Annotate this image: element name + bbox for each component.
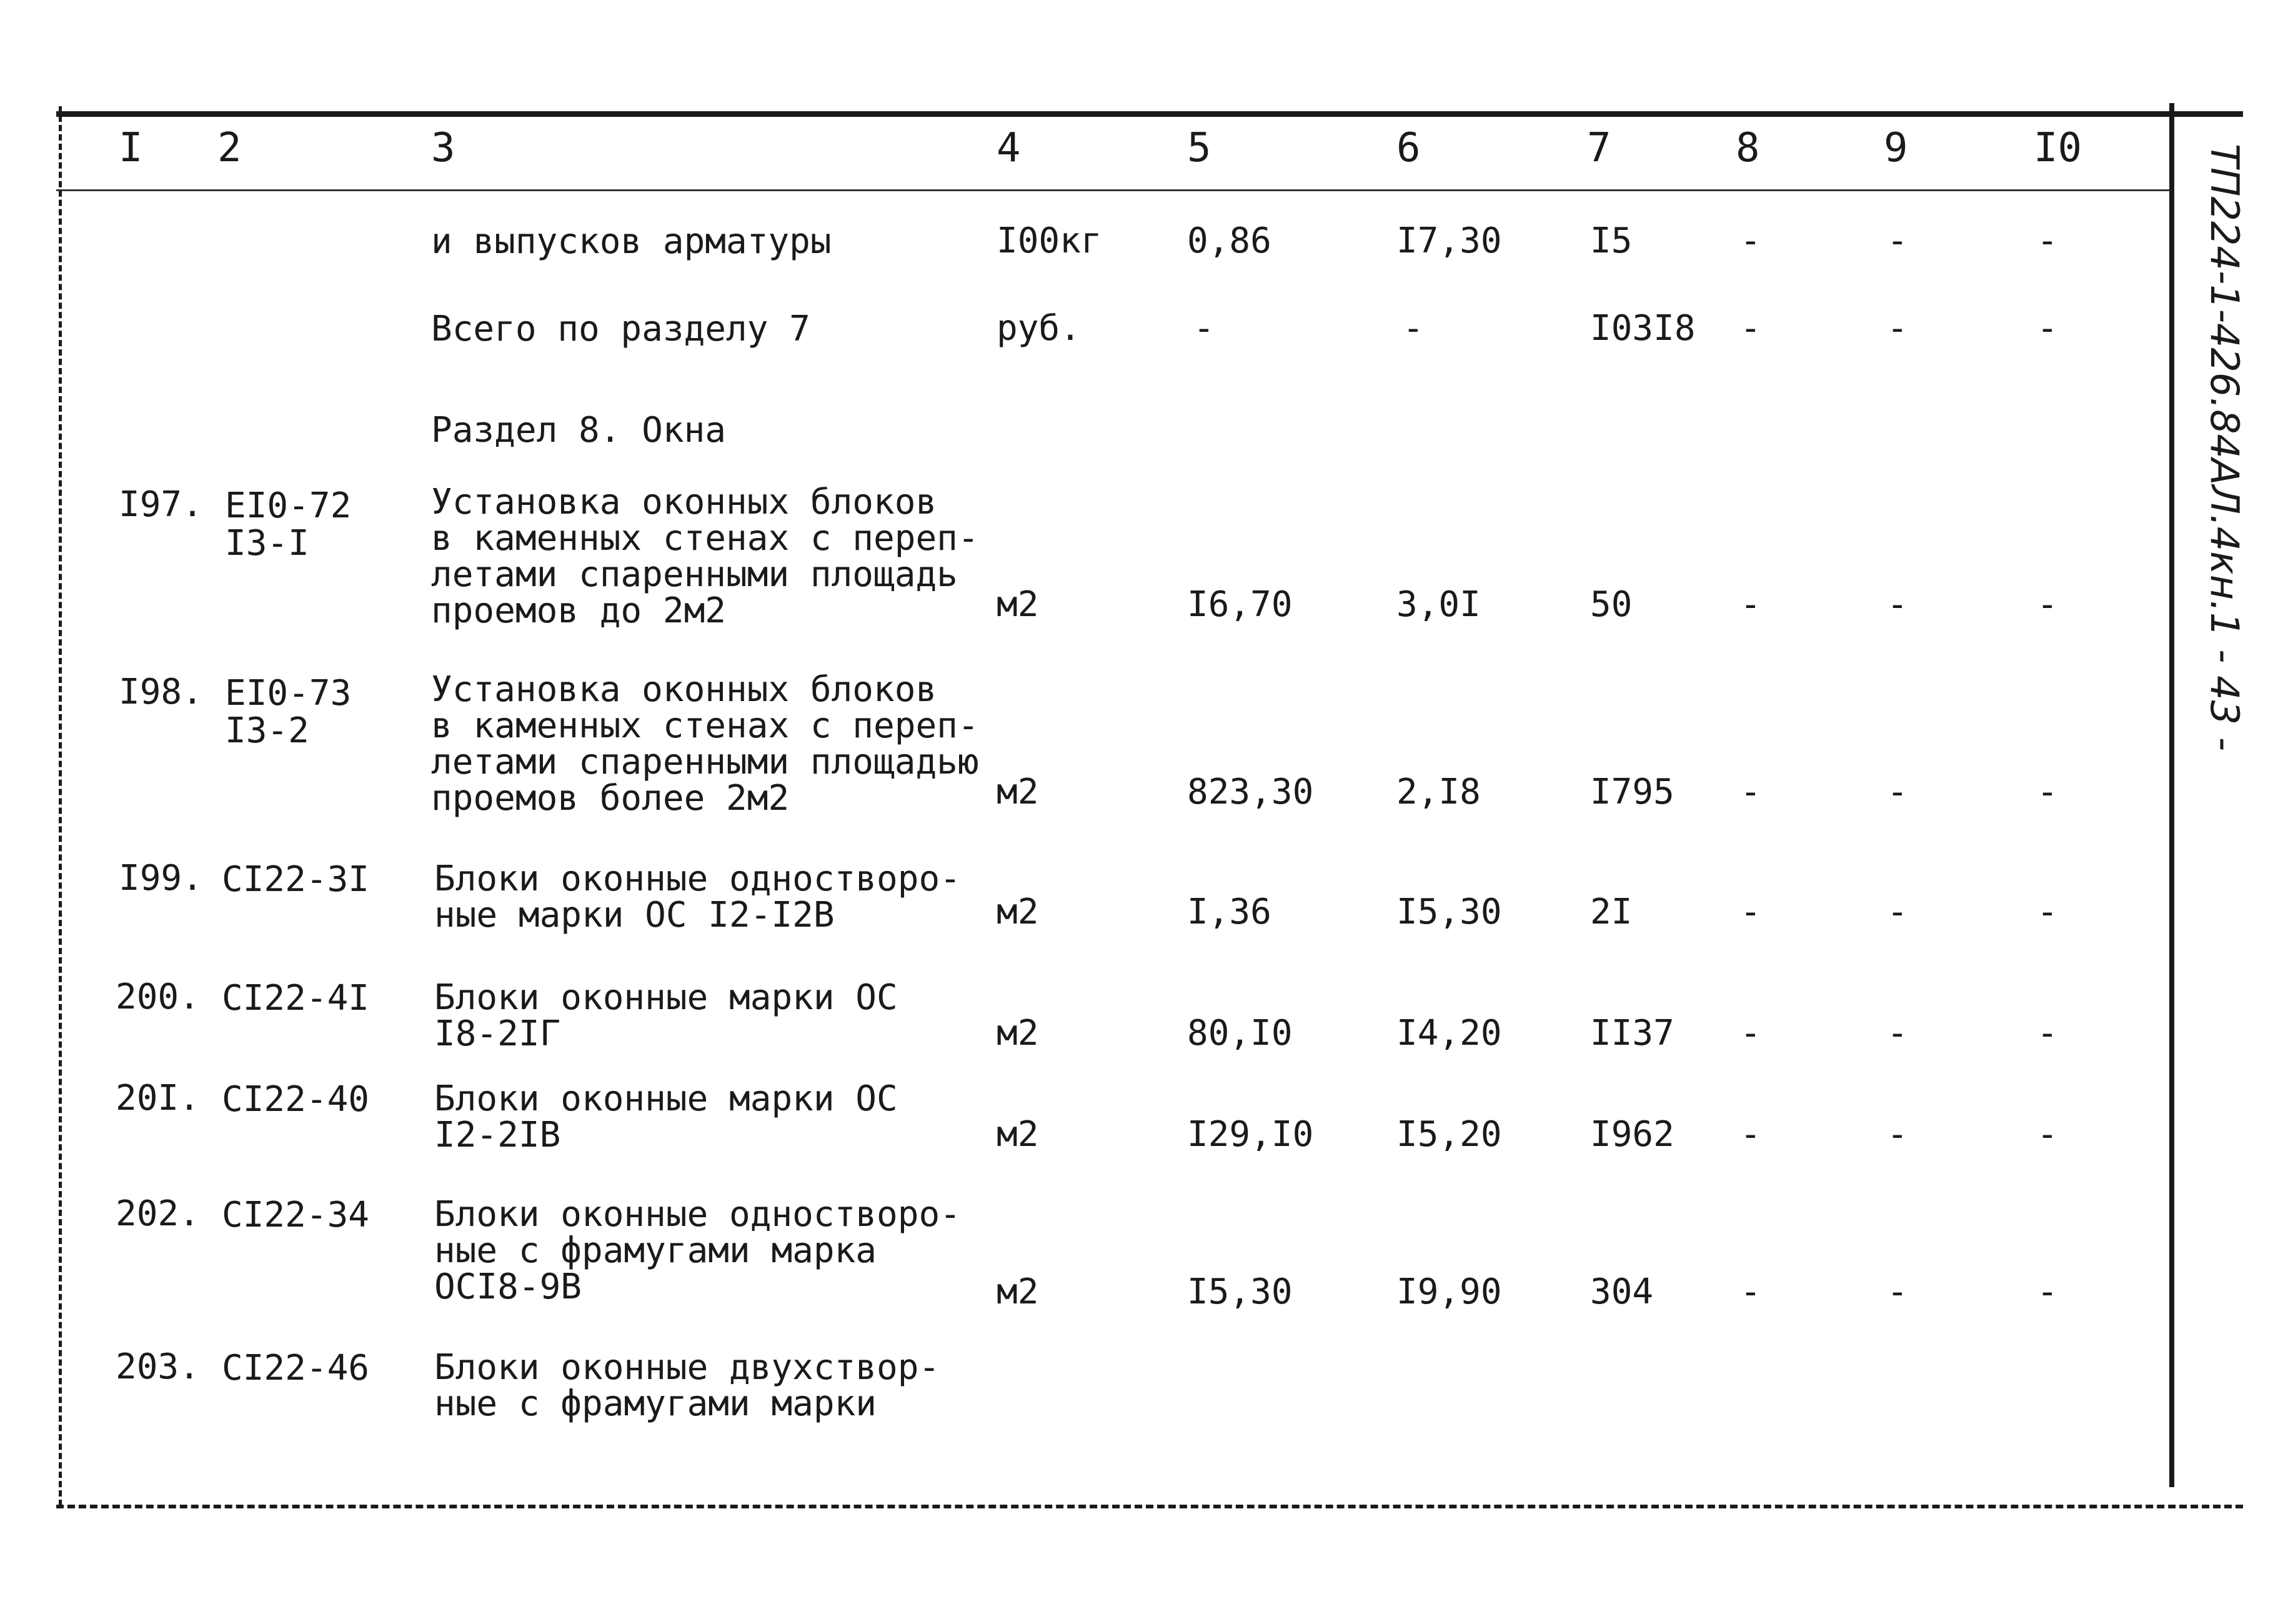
document-code-stamp: ТП224-1-426.84АЛ.4кн.1 - 43 -	[2202, 144, 2247, 752]
row-unit-price: I4,20	[1396, 1013, 1502, 1054]
row-description-line: Установка оконных блоков	[431, 482, 937, 522]
row-col9: -	[1887, 892, 1908, 932]
row-col8: -	[1740, 1013, 1761, 1054]
column-header-6: 6	[1396, 125, 1421, 171]
column-header-8: 8	[1736, 125, 1760, 171]
row-code-line: СI22-4I	[222, 978, 370, 1019]
row-description-line: ОСI8-9В	[434, 1267, 582, 1307]
row-description-line: проемов более 2м2	[431, 778, 790, 819]
row-col8: -	[1740, 1114, 1761, 1155]
row-col10: -	[2037, 221, 2058, 261]
row-quantity: 823,30	[1187, 772, 1314, 812]
row-total: II37	[1590, 1013, 1674, 1054]
frame-left-line	[59, 106, 62, 1506]
column-header-3: 3	[431, 125, 455, 171]
row-col10: -	[2037, 772, 2058, 812]
row-code-line: СI22-40	[222, 1079, 370, 1120]
row-total: 2I	[1590, 892, 1633, 932]
row-description-line: ные марки ОС I2-I2В	[434, 895, 835, 935]
row-total: 50	[1590, 584, 1633, 625]
row-col10: -	[2037, 1013, 2058, 1054]
row-quantity: I29,I0	[1187, 1114, 1314, 1155]
row-col10: -	[2037, 1114, 2058, 1155]
frame-right-line	[2169, 103, 2174, 1487]
row-quantity: I5,30	[1187, 1272, 1293, 1312]
row-col8: -	[1740, 1272, 1761, 1312]
row-total: I795	[1590, 772, 1674, 812]
row-unit: м2	[997, 584, 1039, 625]
row-description: Всего по разделу 7	[431, 309, 810, 349]
column-header-1: I	[119, 125, 143, 171]
row-number: I99.	[119, 858, 203, 899]
row-col8: -	[1740, 308, 1761, 349]
row-col8: -	[1740, 892, 1761, 932]
frame-top-line	[56, 111, 2243, 117]
row-description-line: Установка оконных блоков	[431, 669, 937, 710]
row-unit-price: I5,20	[1396, 1114, 1502, 1155]
row-description-line: Блоки оконные одностворо-	[434, 859, 961, 899]
row-description-line: в каменных стенах с переп-	[431, 518, 979, 559]
row-description-line: Блоки оконные двухствор-	[434, 1347, 940, 1388]
column-header-9: 9	[1884, 125, 1908, 171]
row-number: I97.	[119, 484, 203, 525]
row-description-line: Блоки оконные марки ОС	[434, 1079, 898, 1119]
row-code-line: I3-I	[225, 523, 309, 564]
row-description-line: летами спаренными площадь	[431, 554, 958, 595]
row-quantity: I6,70	[1187, 584, 1293, 625]
column-header-10: I0	[2034, 125, 2082, 171]
row-unit-price: I7,30	[1396, 221, 1502, 261]
row-number: I98.	[119, 672, 203, 712]
row-code-line: СI22-46	[222, 1348, 370, 1388]
column-header-7: 7	[1587, 125, 1611, 171]
row-unit: руб.	[997, 308, 1081, 349]
column-header-5: 5	[1187, 125, 1211, 171]
row-description-line: ные с фрамугами марка	[434, 1230, 877, 1271]
row-unit: м2	[997, 1272, 1039, 1312]
row-unit: м2	[997, 1013, 1039, 1054]
header-separator-line	[56, 189, 2174, 191]
row-col8: -	[1740, 584, 1761, 625]
row-col9: -	[1887, 1114, 1908, 1155]
row-code-line: СI22-3I	[222, 859, 370, 900]
row-description-line: I8-2IГ	[434, 1014, 561, 1054]
row-unit-price: 3,0I	[1396, 584, 1481, 625]
row-description-line: в каменных стенах с переп-	[431, 705, 979, 746]
frame-bottom-line	[56, 1505, 2243, 1508]
row-total: 304	[1590, 1272, 1654, 1312]
row-description-line: Блоки оконные одностворо-	[434, 1194, 961, 1235]
row-description-line: проемов до 2м2	[431, 590, 727, 631]
row-col10: -	[2037, 892, 2058, 932]
row-quantity: 80,I0	[1187, 1013, 1293, 1054]
section-heading: Раздел 8. Окна	[431, 410, 727, 451]
row-col10: -	[2037, 1272, 2058, 1312]
row-total: I5	[1590, 221, 1633, 261]
row-quantity: 0,86	[1187, 221, 1271, 261]
row-description-line: ные с фрамугами марки	[434, 1383, 877, 1424]
row-col9: -	[1887, 221, 1908, 261]
row-unit-price: -	[1403, 308, 1424, 349]
row-unit: м2	[997, 772, 1039, 812]
row-unit: м2	[997, 892, 1039, 932]
row-col10: -	[2037, 308, 2058, 349]
row-code-line: ЕI0-72	[225, 486, 352, 526]
row-description-line: летами спаренными площадью	[431, 742, 979, 782]
column-header-2: 2	[217, 125, 242, 171]
row-col9: -	[1887, 1272, 1908, 1312]
row-col9: -	[1887, 1013, 1908, 1054]
row-col8: -	[1740, 772, 1761, 812]
row-col10: -	[2037, 584, 2058, 625]
row-code-line: ЕI0-73	[225, 673, 352, 714]
row-code-line: I3-2	[225, 710, 309, 751]
row-total: I03I8	[1590, 308, 1696, 349]
row-quantity: I,36	[1187, 892, 1271, 932]
row-unit-price: I5,30	[1396, 892, 1502, 932]
row-description-line: I2-2IВ	[434, 1115, 561, 1155]
row-unit-price: 2,I8	[1396, 772, 1481, 812]
row-description-line: Блоки оконные марки ОС	[434, 977, 898, 1018]
column-header-4: 4	[997, 125, 1021, 171]
row-code-line: СI22-34	[222, 1195, 370, 1235]
row-quantity: -	[1193, 308, 1215, 349]
row-col9: -	[1887, 308, 1908, 349]
row-number: 203.	[116, 1347, 200, 1387]
row-unit: м2	[997, 1114, 1039, 1155]
row-unit: I00кг	[997, 221, 1102, 261]
row-number: 202.	[116, 1193, 200, 1234]
row-description: и выпусков арматуры	[431, 221, 832, 262]
row-col9: -	[1887, 772, 1908, 812]
row-unit-price: I9,90	[1396, 1272, 1502, 1312]
row-col9: -	[1887, 584, 1908, 625]
row-col8: -	[1740, 221, 1761, 261]
row-number: 20I.	[116, 1078, 200, 1118]
row-number: 200.	[116, 977, 200, 1017]
row-total: I962	[1590, 1114, 1674, 1155]
